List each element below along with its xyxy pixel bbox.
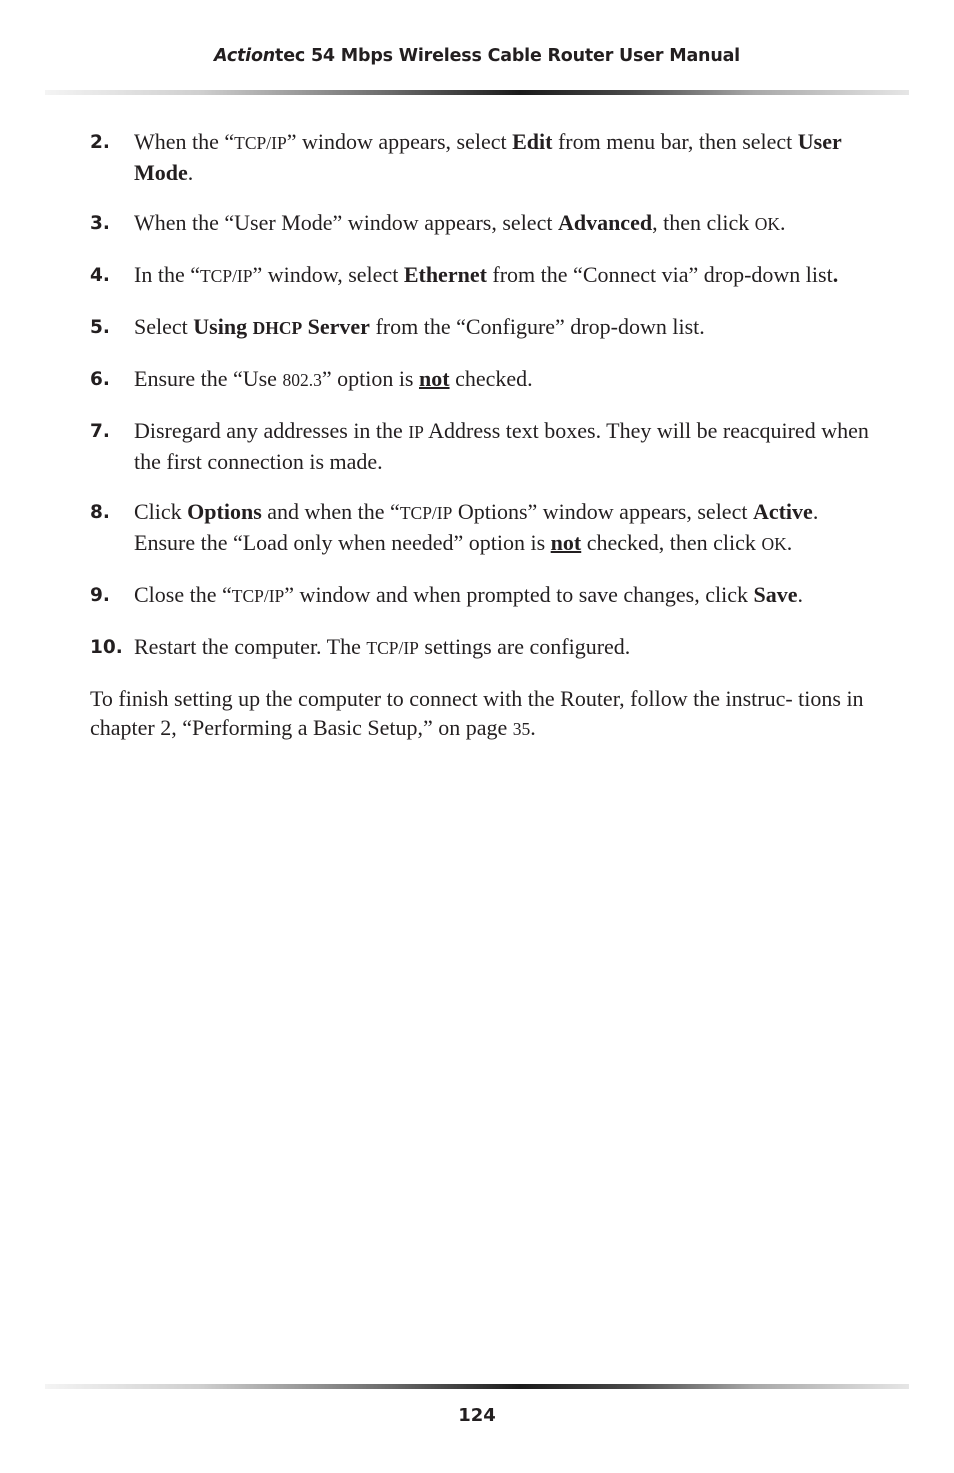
step-text-bold: Advanced (557, 210, 653, 235)
header-brand-italic: Action (214, 46, 276, 66)
step-text: from menu bar, then select (552, 129, 798, 154)
page-reference: 35 (512, 719, 531, 739)
step-number: 7. (90, 421, 110, 442)
page-number: 124 (458, 1405, 496, 1426)
step-4 (90, 260, 870, 291)
header-rule (45, 90, 909, 95)
step-text-bold: DHCP (252, 318, 303, 338)
step-number: 4. (90, 265, 110, 286)
step-text: Address text boxes. They will be reacquired when the first connection is made. (134, 418, 869, 474)
closing-text: . (530, 715, 536, 740)
step-text-bold: . (832, 262, 839, 287)
step-text: TCP/IP (399, 503, 453, 523)
step-6 (90, 364, 870, 395)
page-body (90, 127, 870, 744)
step-text: and when the “ (261, 499, 400, 524)
step-3 (90, 208, 870, 239)
step-text-bold: Edit (512, 129, 553, 154)
step-number: 5. (90, 317, 110, 338)
step-text-bold: Active (752, 499, 813, 524)
step-8 (90, 497, 870, 559)
closing-paragraph (90, 684, 870, 744)
step-number: 8. (90, 502, 110, 523)
step-text: from the “Connect via” drop-down list (486, 262, 833, 287)
step-number: 2. (90, 132, 110, 153)
step-text: When the “User Mode” window appears, select (134, 210, 558, 235)
step-text: When the “ (134, 129, 235, 154)
step-text: checked, then click (581, 530, 762, 555)
step-text: IP (408, 422, 424, 442)
step-text: . (187, 160, 194, 185)
step-text: OK (754, 214, 780, 234)
step-text: In the “ (134, 262, 200, 287)
step-text-bold: User Mode (134, 129, 842, 185)
running-header (0, 46, 954, 66)
step-number: 3. (90, 213, 110, 234)
step-text: settings are configured. (418, 634, 631, 659)
step-text: ” option is (321, 366, 419, 391)
step-text: TCP/IP (366, 638, 419, 658)
step-text: . (797, 582, 803, 607)
step-text: checked. (449, 366, 533, 391)
step-text: Options” window appears, select (452, 499, 753, 524)
step-7 (90, 416, 870, 476)
step-text-bold: Save (753, 582, 798, 607)
step-number: 10. (90, 637, 123, 658)
step-text: . (786, 530, 793, 555)
step-text: from the “Configure” drop-down list. (369, 314, 705, 339)
step-text: . Ensure the “Load only when needed” option is (134, 499, 819, 555)
header-title-text: tec 54 Mbps Wireless Cable Router User Manual (275, 46, 740, 66)
step-text: TCP/IP (234, 133, 287, 153)
step-text-bold: Options (187, 499, 262, 524)
step-5 (90, 312, 870, 343)
footer-rule (45, 1384, 909, 1389)
step-number: 6. (90, 369, 110, 390)
step-number: 9. (90, 585, 110, 606)
step-text: . (780, 210, 786, 235)
step-text: Click (134, 499, 188, 524)
step-text-emphasis: not (550, 530, 582, 555)
step-text: Disregard any addresses in the (134, 418, 409, 443)
step-10 (90, 632, 870, 663)
step-text: ” window appears, select (286, 129, 513, 154)
step-text: Close the “ (134, 582, 232, 607)
step-text-emphasis: not (419, 366, 450, 391)
step-text: OK (761, 534, 787, 554)
step-9 (90, 580, 870, 611)
step-text-bold: Ethernet (403, 262, 487, 287)
step-text: ” window and when prompted to save changes, click (284, 582, 754, 607)
closing-text: To finish setting up the computer to connect with the Router, follow the instruc- tions in chapter 2, “Performing a Basic Setup,” on page (90, 686, 864, 740)
step-text: ” window, select (252, 262, 404, 287)
step-2 (90, 127, 870, 187)
step-text-bold: Using (193, 314, 253, 339)
step-text: TCP/IP (231, 586, 285, 606)
step-text: Restart the computer. The (134, 634, 367, 659)
step-text: Select (134, 314, 194, 339)
step-text: TCP/IP (199, 266, 253, 286)
step-text-bold: Server (302, 314, 370, 339)
step-text: , then click (652, 210, 755, 235)
step-text: 802.3 (282, 370, 322, 390)
step-text: Ensure the “Use (134, 366, 283, 391)
